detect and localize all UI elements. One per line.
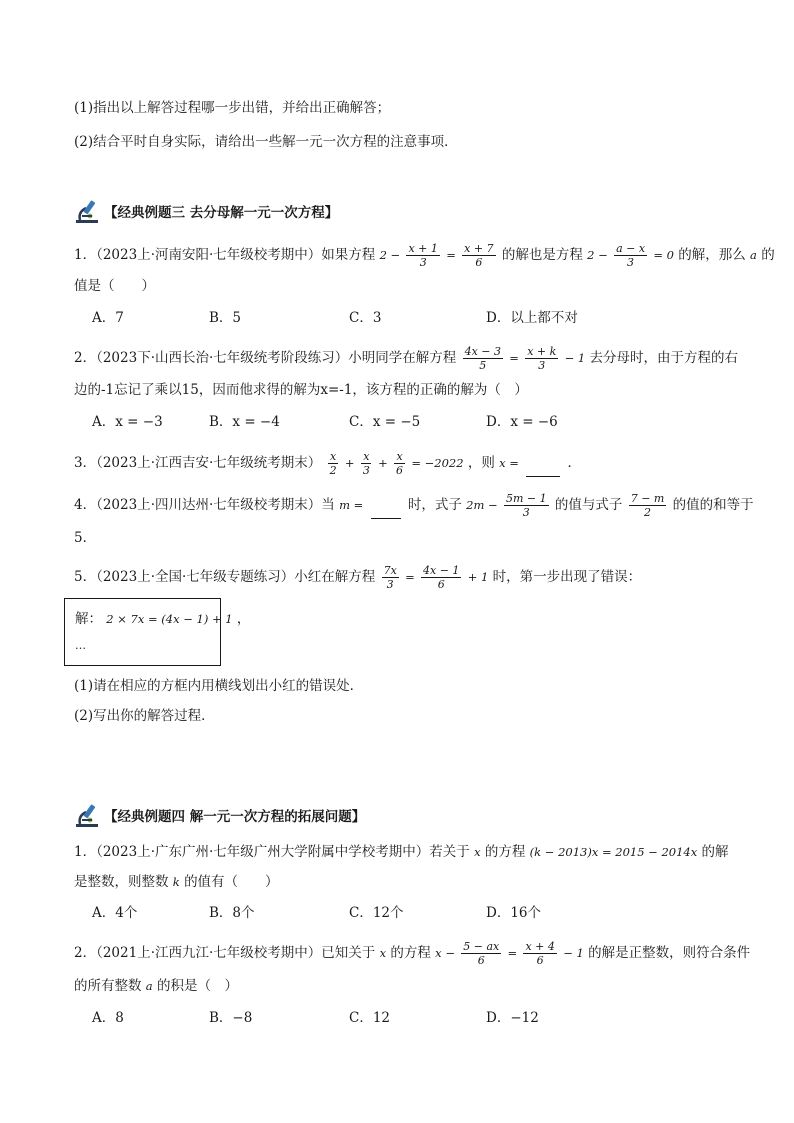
fraction: $\frac{a - x}{3}$ [616,242,646,269]
s3-problem-5-q2: (2)写出你的解答过程． [74,708,215,724]
option-a[interactable]: A．8 [92,1010,124,1026]
option-d[interactable]: D．−12 [486,1010,539,1026]
section-title-4: 【经典例题四 解一元一次方程的拓展问题】 [104,809,366,825]
s3-problem-5-q1: (1)请在相应的方框内用横线划出小红的错误处． [74,678,364,694]
option-c[interactable]: C．12个 [349,905,404,921]
s3-problem-1-line-1: 1．（2023上·河南安阳·七年级校考期中）如果方程 2 − $\frac{x + 1}{3}$ = $\frac{x + 7}{6}$ 的解也是方程 2 − $\frac{a - x}{3}$ = 0 的解，那么 a 的 [74,242,775,269]
s4-problem-1-line-2: 是整数，则整数 k 的值有（ ） [74,874,279,890]
fraction: $\frac{4x - 1}{6}$ [423,564,460,591]
s4-problem-2-line-1: 2．（2021上·江西九江·七年级校考期中）已知关于 x 的方程 x − $\frac{5 - ax}{6}$ = $\frac{x + 4}{6}$ − 1 的解是正整数，则符合条件 [74,940,751,967]
fraction: $\frac{x + 1}{3}$ [408,242,438,269]
option-a[interactable]: A．4个 [92,905,138,921]
option-b[interactable]: B．x = −4 [209,414,280,430]
s3-problem-3: 3．（2023上·江西吉安·七年级统考期末） $\frac{x}{2}$ + $\frac{x}{3}$ + $\frac{x}{6}$ = −2022 ，则 x = ． [74,450,582,477]
option-d[interactable]: D．x = −6 [486,414,558,430]
s3-problem-4-line-1: 4．（2023上·四川达州·七年级校考期末）当 m = 时，式子 2m − $\frac{5m - 1}{3}$ 的值与式子 $\frac{7 - m}{2}$ 的值的和等于 [74,492,754,519]
section-title-3: 【经典例题三 去分母解一元一次方程】 [104,205,339,221]
microscope-icon [74,198,102,224]
fraction: $\frac{5 - ax}{6}$ [463,940,500,967]
option-c[interactable]: C．12 [349,1010,391,1026]
s4-problem-2-options [92,1008,539,1028]
option-b[interactable]: B．8个 [209,905,255,921]
fraction: $\frac{x + 4}{6}$ [525,940,555,967]
option-d[interactable]: D．以上都不对 [486,310,578,326]
s3-problem-4-line-2: 5． [74,530,97,546]
s3-problem-2-line-2: 边的-1忘记了乘以15，因而他求得的解为x=-1，该方程的正确的解为（ ） [74,382,528,398]
s3-problem-2-options [92,412,558,432]
fraction: $\frac{4x - 3}{5}$ [464,345,501,372]
question-2-text: (2)结合平时自身实际，请给出一些解一元一次方程的注意事项． [74,134,458,150]
option-b[interactable]: B．5 [209,310,242,326]
fraction: $\frac{x + 7}{6}$ [464,242,494,269]
option-b[interactable]: B．−8 [209,1010,253,1026]
s3-problem-1-line-2: 值是（ ） [74,278,155,294]
option-c[interactable]: C．3 [349,310,382,326]
fraction: $\frac{7 - m}{2}$ [630,492,665,519]
option-c[interactable]: C．x = −5 [349,414,421,430]
microscope-icon [74,802,102,828]
fraction: $\frac{x}{3}$ [362,450,370,477]
answer-blank[interactable] [371,505,401,519]
s4-problem-1-options [92,903,541,923]
question-1-text: (1)指出以上解答过程哪一步出错，并给出正确解答； [74,100,391,116]
s3-problem-1-options [92,308,578,328]
fraction: $\frac{x}{6}$ [396,450,404,477]
fraction: $\frac{7x}{3}$ [383,564,397,591]
fraction: $\frac{5m - 1}{3}$ [505,492,547,519]
option-a[interactable]: A．x = −3 [92,414,163,430]
section-header-4 [74,802,365,828]
s3-problem-5-line-1: 5．（2023上·全国·七年级专题练习）小红在解方程 $\frac{7x}{3}$ = $\frac{4x - 1}{6}$ + 1 时，第一步出现了错误： [74,564,642,591]
option-a[interactable]: A．7 [92,310,124,326]
fraction: $\frac{x + k}{3}$ [527,345,557,372]
fraction: $\frac{x}{2}$ [329,450,337,477]
s4-problem-2-line-2: 的所有整数 a 的积是（ ） [74,978,238,994]
answer-blank[interactable] [526,463,560,477]
solution-box[interactable]: 解： 2 × 7x = (4x − 1) + 1 ， … [64,598,221,666]
section-header-3 [74,198,338,224]
s4-problem-1-line-1: 1．（2023上·广东广州·七年级广州大学附属中学校考期中）若关于 x 的方程 (k − 2013)x = 2015 − 2014x 的解 [74,844,729,860]
option-d[interactable]: D．16个 [486,905,542,921]
s3-problem-2-line-1: 2．（2023下·山西长治·七年级统考阶段练习）小明同学在解方程 $\frac{4x - 3}{5}$ = $\frac{x + k}{3}$ − 1 去分母时，由于方程的右 [74,345,739,372]
